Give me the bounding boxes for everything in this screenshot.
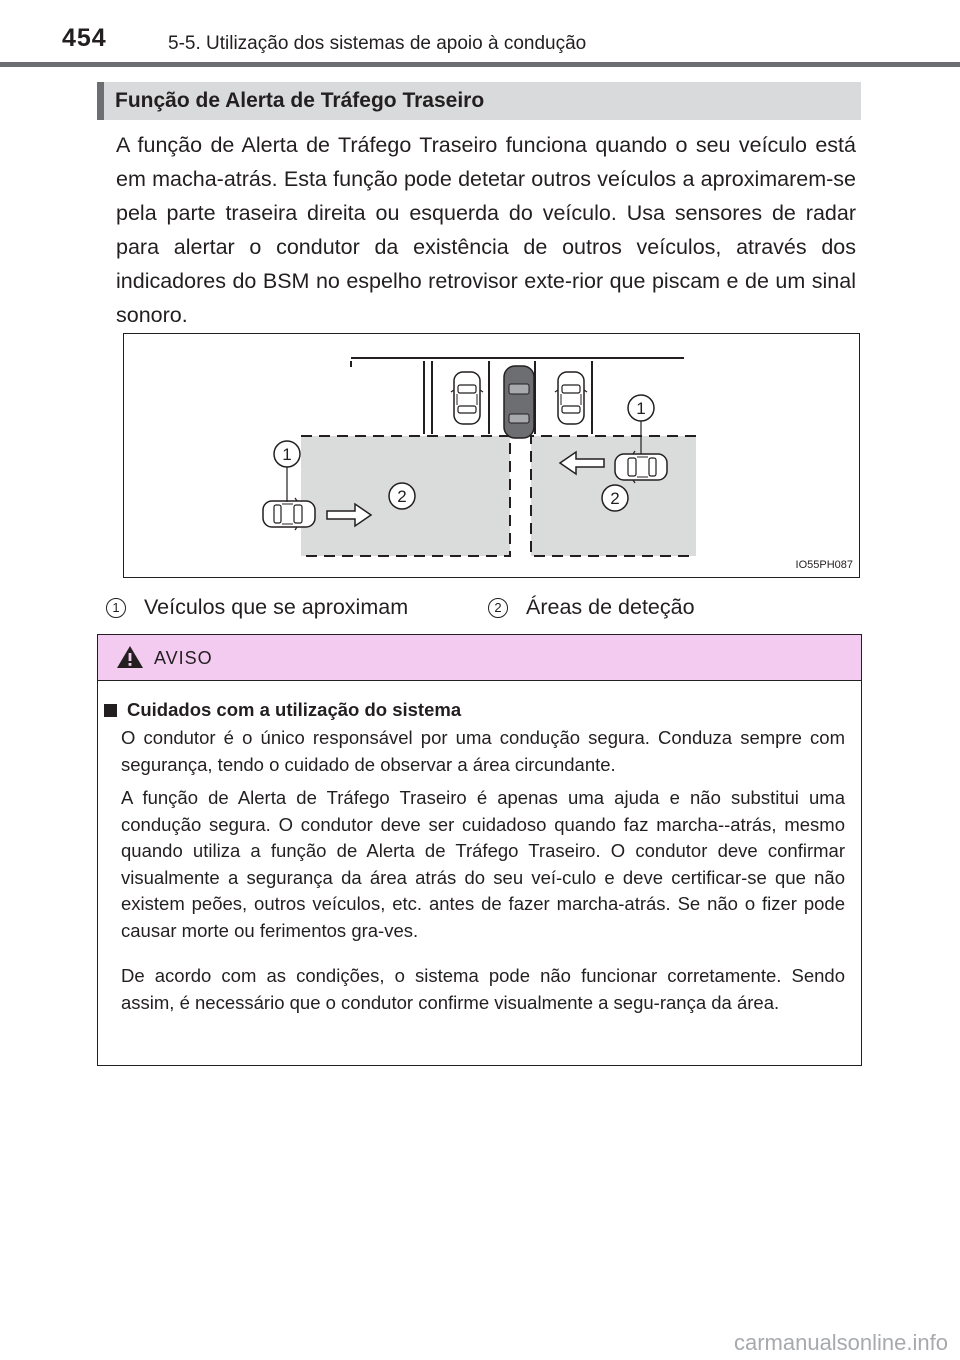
- reversing-car: [504, 366, 534, 438]
- figure-code: IO55PH087: [795, 559, 853, 571]
- warning-subheading-text: Cuidados com a utilização do sistema: [127, 699, 462, 720]
- warning-paragraph: A função de Alerta de Tráfego Traseiro é apenas uma ajuda e não substitui uma condução segura. O condutor deve ser cuidadoso quando faz marcha--atrás, mesmo quando utiliza a função de Alerta de Tráfego Traseiro. O condutor deve confirmar visualmente a segurança da área atrás do seu veí-culo e deve certificar-se que não existem peões, outros veículos, etc. antes de fazer marcha-atrás. Se não o fizer pode causar morte ou ferimentos gra-ves.: [121, 787, 845, 941]
- heading-bar: [97, 82, 861, 120]
- legend-label: Áreas de deteção: [526, 595, 695, 619]
- warning-paragraph: De acordo com as condições, o sistema pode não funcionar corretamente. Sendo assim, é necessário que o condutor confirme visualmente a segu-rança da área.: [121, 965, 845, 1013]
- legend-label: Veículos que se aproximam: [144, 595, 409, 619]
- callout-number: 1: [636, 399, 646, 418]
- callout-number: 2: [397, 487, 407, 506]
- section-title: 5-5. Utilização dos sistemas de apoio à condução: [168, 33, 587, 54]
- parked-car-right: [555, 372, 587, 424]
- approaching-car-right: [615, 451, 667, 483]
- rear-cross-traffic-illustration: [123, 333, 860, 578]
- parked-car-left: [451, 372, 483, 424]
- square-bullet-icon: [104, 704, 117, 717]
- footer-watermark: carmanualsonline.info: [733, 1330, 948, 1355]
- header-rule: [0, 62, 960, 67]
- warning-header: [98, 635, 861, 681]
- warning-title: AVISO: [154, 648, 213, 668]
- callout-number: 2: [610, 489, 620, 508]
- approaching-car-left: [263, 498, 315, 530]
- warning-paragraph: O condutor é o único responsável por uma condução segura. Conduza sempre com segurança, tendo o cuidado de observar a área circundante.: [121, 727, 845, 775]
- warning-triangle-icon: [116, 645, 144, 669]
- legend-item: [106, 595, 408, 620]
- heading-accent: [97, 82, 104, 120]
- legend-number: 1: [106, 598, 126, 618]
- illustration-svg: [124, 334, 861, 579]
- page-number: 454: [62, 24, 107, 52]
- warning-subheading: [104, 699, 461, 721]
- heading-title: Função de Alerta de Tráfego Traseiro: [115, 89, 485, 112]
- warning-box: [97, 634, 862, 1066]
- legend-item: [488, 595, 695, 620]
- intro-paragraph: A função de Alerta de Tráfego Traseiro funciona quando o seu veículo está em macha-atrás. Esta função pode detetar outros veículos a aproximarem-se pela parte traseira direita ou esquerda do veículo. Usa sensores de radar para alertar o condutor da existência de outros veículos, através dos indicadores do BSM no espelho retrovisor exte-rior que piscam e de um sinal sonoro.: [116, 133, 856, 327]
- legend-number: 2: [488, 598, 508, 618]
- callout-number: 1: [282, 445, 292, 464]
